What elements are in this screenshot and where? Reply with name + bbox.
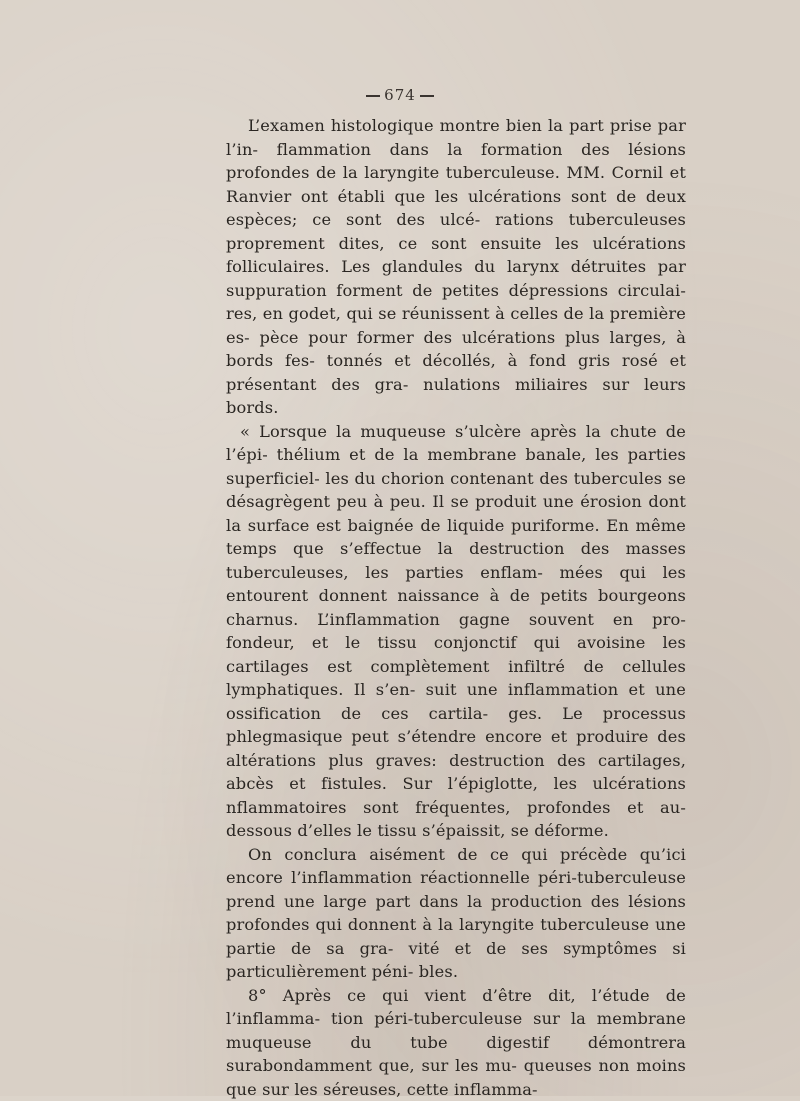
- paragraph-conclusion: On conclura aisément de ce qui précède qu’ici encore l’inflammation réactionnelle péri-tuberculeuse prend une large part dans la production des lésions profondes qui donnent à la laryngite tuberculeuse une partie de sa gra- vité et de ses symptômes si particulièrement péni- bles.: [226, 843, 686, 984]
- paragraph-histology: L’examen histologique montre bien la part prise par l’in- flammation dans la formation des lésions profondes de la laryngite tuberculeuse. MM. Cornil et Ranvier ont établi que les ulcérations sont de deux espèces; ce sont des ulcé- rations tuberculeuses proprement dites, ce sont ensuite les ulcérations folliculaires. Les glandules du larynx détruites par suppuration forment de petites dépressions circulai- res, en godet, qui se réunissent à celles de la première es- pèce pour former des ulcérations plus larges, à bords fes- tonnés et décollés, à fond gris rosé et présentant des gra- nulations miliaires sur leurs bords.: [226, 114, 686, 420]
- paragraph-quotation: « Lorsque la muqueuse s’ulcère après la chute de l’épi- thélium et de la membrane banale, les parties superficiel- les du chorion contenant des tubercules se désagrègent peu à peu. Il se produit une érosion dont la surface est baignée de liquide puriforme. En même temps que s’effectue la destruction des masses tuberculeuses, les parties enflam- mées qui les entourent donnent naissance à de petits bourgeons charnus. L’inflammation gagne souvent en pro- fondeur, et le tissu conjonctif qui avoisine les cartilages est complètement infiltré de cellules lymphatiques. Il s’en- suit une inflammation et une ossification de ces cartila- ges. Le processus phlegmasique peut s’étendre encore et produire des altérations plus graves: destruction des cartilages, abcès et fistules. Sur l’épiglotte, les ulcérations nflammatoires sont fréquentes, profondes et au-dessous d’elles le tissu s’épaissit, se déforme.: [226, 420, 686, 843]
- page-number: 674: [0, 86, 800, 104]
- body-text: [226, 114, 686, 1101]
- paragraph-digestive-tube: 8° Après ce qui vient d’être dit, l’étude de l’inflamma- tion péri-tuberculeuse sur la membrane muqueuse du tube digestif démontrera surabondamment que, sur les mu- queuses non moins que sur les séreuses, cette inflamma-: [226, 984, 686, 1101]
